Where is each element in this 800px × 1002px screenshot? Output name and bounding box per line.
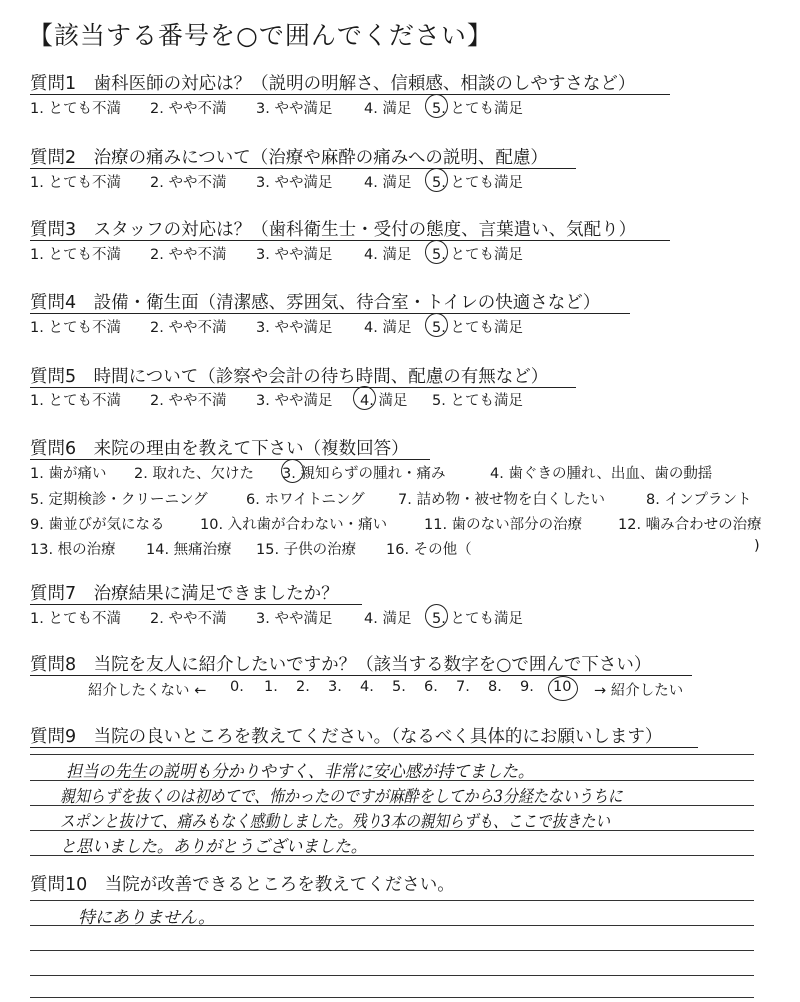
q8-selection-circle	[548, 676, 578, 701]
question-1-underline	[30, 94, 670, 95]
q3-option-5[interactable]: 5. とても満足	[432, 247, 523, 263]
q1-option-3[interactable]: 3. やや満足	[256, 101, 333, 117]
q3-selection-circle	[425, 240, 448, 264]
q8-high-label: → 紹介したい	[594, 683, 684, 699]
q3-option-2[interactable]: 2. やや不満	[150, 247, 227, 263]
q6-option-12[interactable]: 12. 噛み合わせの治療	[618, 517, 762, 533]
q8-option-8[interactable]: 8.	[488, 679, 502, 695]
q1-option-4[interactable]: 4. 満足	[364, 101, 412, 117]
q9-answer-line-3: スポンと抜けて、痛みもなく感動しました。残り3本の親知らずも、ここで抜きたい	[60, 812, 610, 832]
q1-selection-circle	[425, 94, 448, 118]
q7-option-2[interactable]: 2. やや不満	[150, 611, 227, 627]
q10-answer-line-1: 特にありません。	[78, 908, 216, 928]
q6-option-6[interactable]: 6. ホワイトニング	[246, 492, 365, 508]
q4-selection-circle	[425, 313, 448, 337]
q7-option-4[interactable]: 4. 満足	[364, 611, 412, 627]
q5-selection-circle	[353, 386, 376, 410]
q8-option-7[interactable]: 7.	[456, 679, 470, 695]
q6-option-11[interactable]: 11. 歯のない部分の治療	[424, 517, 583, 533]
q3-option-3[interactable]: 3. やや満足	[256, 247, 333, 263]
form-title: 【該当する番号を○で囲んでください】	[28, 21, 493, 50]
q6-option-5[interactable]: 5. 定期検診・クリーニング	[30, 492, 208, 508]
q4-option-4[interactable]: 4. 満足	[364, 320, 412, 336]
q2-option-2[interactable]: 2. やや不満	[150, 175, 227, 191]
answer-line	[30, 950, 754, 951]
q5-option-3[interactable]: 3. やや満足	[256, 393, 333, 409]
q7-option-1[interactable]: 1. とても不満	[30, 611, 121, 627]
q5-option-1[interactable]: 1. とても不満	[30, 393, 121, 409]
answer-line	[30, 975, 754, 976]
question-3-label: 質問3 スタッフの対応は？（歯科衛生士・受付の態度、言葉遣い、気配り）	[30, 220, 637, 240]
q9-answer-line-2: 親知らずを抜くのは初めてで、怖かったのですが麻酔をしてから3分経たないうちに	[60, 787, 623, 807]
q3-option-1[interactable]: 1. とても不満	[30, 247, 121, 263]
q4-option-3[interactable]: 3. やや満足	[256, 320, 333, 336]
q8-option-9[interactable]: 9.	[520, 679, 534, 695]
question-2-underline	[30, 168, 576, 169]
q2-selection-circle	[425, 168, 448, 192]
q8-option-2[interactable]: 2.	[296, 679, 310, 695]
question-4-label: 質問4 設備・衛生面（清潔感、雰囲気、待合室・トイレの快適さなど）	[30, 293, 601, 313]
q6-option-13[interactable]: 13. 根の治療	[30, 542, 116, 558]
question-5-underline	[30, 387, 576, 388]
q9-answer-line-1: 担当の先生の説明も分かりやすく、非常に安心感が持てました。	[66, 762, 535, 782]
q1-option-1[interactable]: 1. とても不満	[30, 101, 121, 117]
answer-line	[30, 997, 754, 998]
question-9-label: 質問9 当院の良いところを教えてください。（なるべく具体的にお願いします）	[30, 727, 663, 747]
q6-option-3[interactable]: 3. 親知らずの腫れ・痛み	[282, 466, 446, 482]
q9-answer-line-4: と思いました。ありがとうございました。	[60, 837, 367, 857]
q1-option-2[interactable]: 2. やや不満	[150, 101, 227, 117]
answer-line	[30, 900, 754, 901]
q8-low-label: 紹介したくない ←	[88, 683, 207, 699]
question-9-underline	[30, 747, 698, 748]
q6-option-4[interactable]: 4. 歯ぐきの腫れ、出血、歯の動揺	[490, 466, 713, 482]
q6-option-8[interactable]: 8. インプラント	[646, 492, 752, 508]
q6-option-2[interactable]: 2. 取れた、欠けた	[134, 466, 254, 482]
q1-option-5[interactable]: 5. とても満足	[432, 101, 523, 117]
q7-option-5[interactable]: 5. とても満足	[432, 611, 523, 627]
q4-option-2[interactable]: 2. やや不満	[150, 320, 227, 336]
q6-option-10[interactable]: 10. 入れ歯が合わない・痛い	[200, 517, 388, 533]
question-6-label: 質問6 来院の理由を教えて下さい（複数回答）	[30, 439, 409, 459]
q8-option-3[interactable]: 3.	[328, 679, 342, 695]
q7-option-3[interactable]: 3. やや満足	[256, 611, 333, 627]
q2-option-1[interactable]: 1. とても不満	[30, 175, 121, 191]
question-4-underline	[30, 313, 630, 314]
question-8-label: 質問8 当院を友人に紹介したいですか？（該当する数字を○で囲んで下さい）	[30, 655, 652, 675]
q6-option-16[interactable]: 16. その他（	[386, 542, 472, 558]
q6-option-1[interactable]: 1. 歯が痛い	[30, 466, 107, 482]
question-3-underline	[30, 240, 670, 241]
q3-option-4[interactable]: 4. 満足	[364, 247, 412, 263]
q2-option-4[interactable]: 4. 満足	[364, 175, 412, 191]
q8-option-0[interactable]: 0.	[230, 679, 244, 695]
q8-option-4[interactable]: 4.	[360, 679, 374, 695]
q8-option-6[interactable]: 6.	[424, 679, 438, 695]
q2-option-5[interactable]: 5. とても満足	[432, 175, 523, 191]
q8-option-5[interactable]: 5.	[392, 679, 406, 695]
q6-selection-circle	[281, 459, 304, 483]
q5-option-4[interactable]: 4. 満足	[360, 393, 408, 409]
q4-option-1[interactable]: 1. とても不満	[30, 320, 121, 336]
q6-option-15[interactable]: 15. 子供の治療	[256, 542, 357, 558]
q6-option-7[interactable]: 7. 詰め物・被せ物を白くしたい	[398, 492, 605, 508]
answer-line	[30, 754, 754, 755]
q5-option-2[interactable]: 2. やや不満	[150, 393, 227, 409]
question-6-underline	[30, 459, 430, 460]
question-10-label: 質問10 当院が改善できるところを教えてください。	[30, 875, 455, 895]
question-1-label: 質問1 歯科医師の対応は？（説明の明解さ、信頼感、相談のしやすさなど）	[30, 74, 636, 94]
q7-selection-circle	[425, 604, 448, 628]
q8-option-1[interactable]: 1.	[264, 679, 278, 695]
question-7-label: 質問7 治療結果に満足できましたか？	[30, 584, 339, 604]
q6-other-close-paren: )	[754, 538, 760, 554]
q6-option-14[interactable]: 14. 無痛治療	[146, 542, 232, 558]
question-2-label: 質問2 治療の痛みについて（治療や麻酔の痛みへの説明、配慮）	[30, 148, 548, 168]
q8-option-10[interactable]: 10	[553, 679, 572, 695]
q4-option-5[interactable]: 5. とても満足	[432, 320, 523, 336]
q5-option-5[interactable]: 5. とても満足	[432, 393, 523, 409]
q6-option-9[interactable]: 9. 歯並びが気になる	[30, 517, 165, 533]
question-7-underline	[30, 604, 362, 605]
q2-option-3[interactable]: 3. やや満足	[256, 175, 333, 191]
question-5-label: 質問5 時間について（診察や会計の待ち時間、配慮の有無など）	[30, 367, 549, 387]
question-8-underline	[30, 675, 692, 676]
